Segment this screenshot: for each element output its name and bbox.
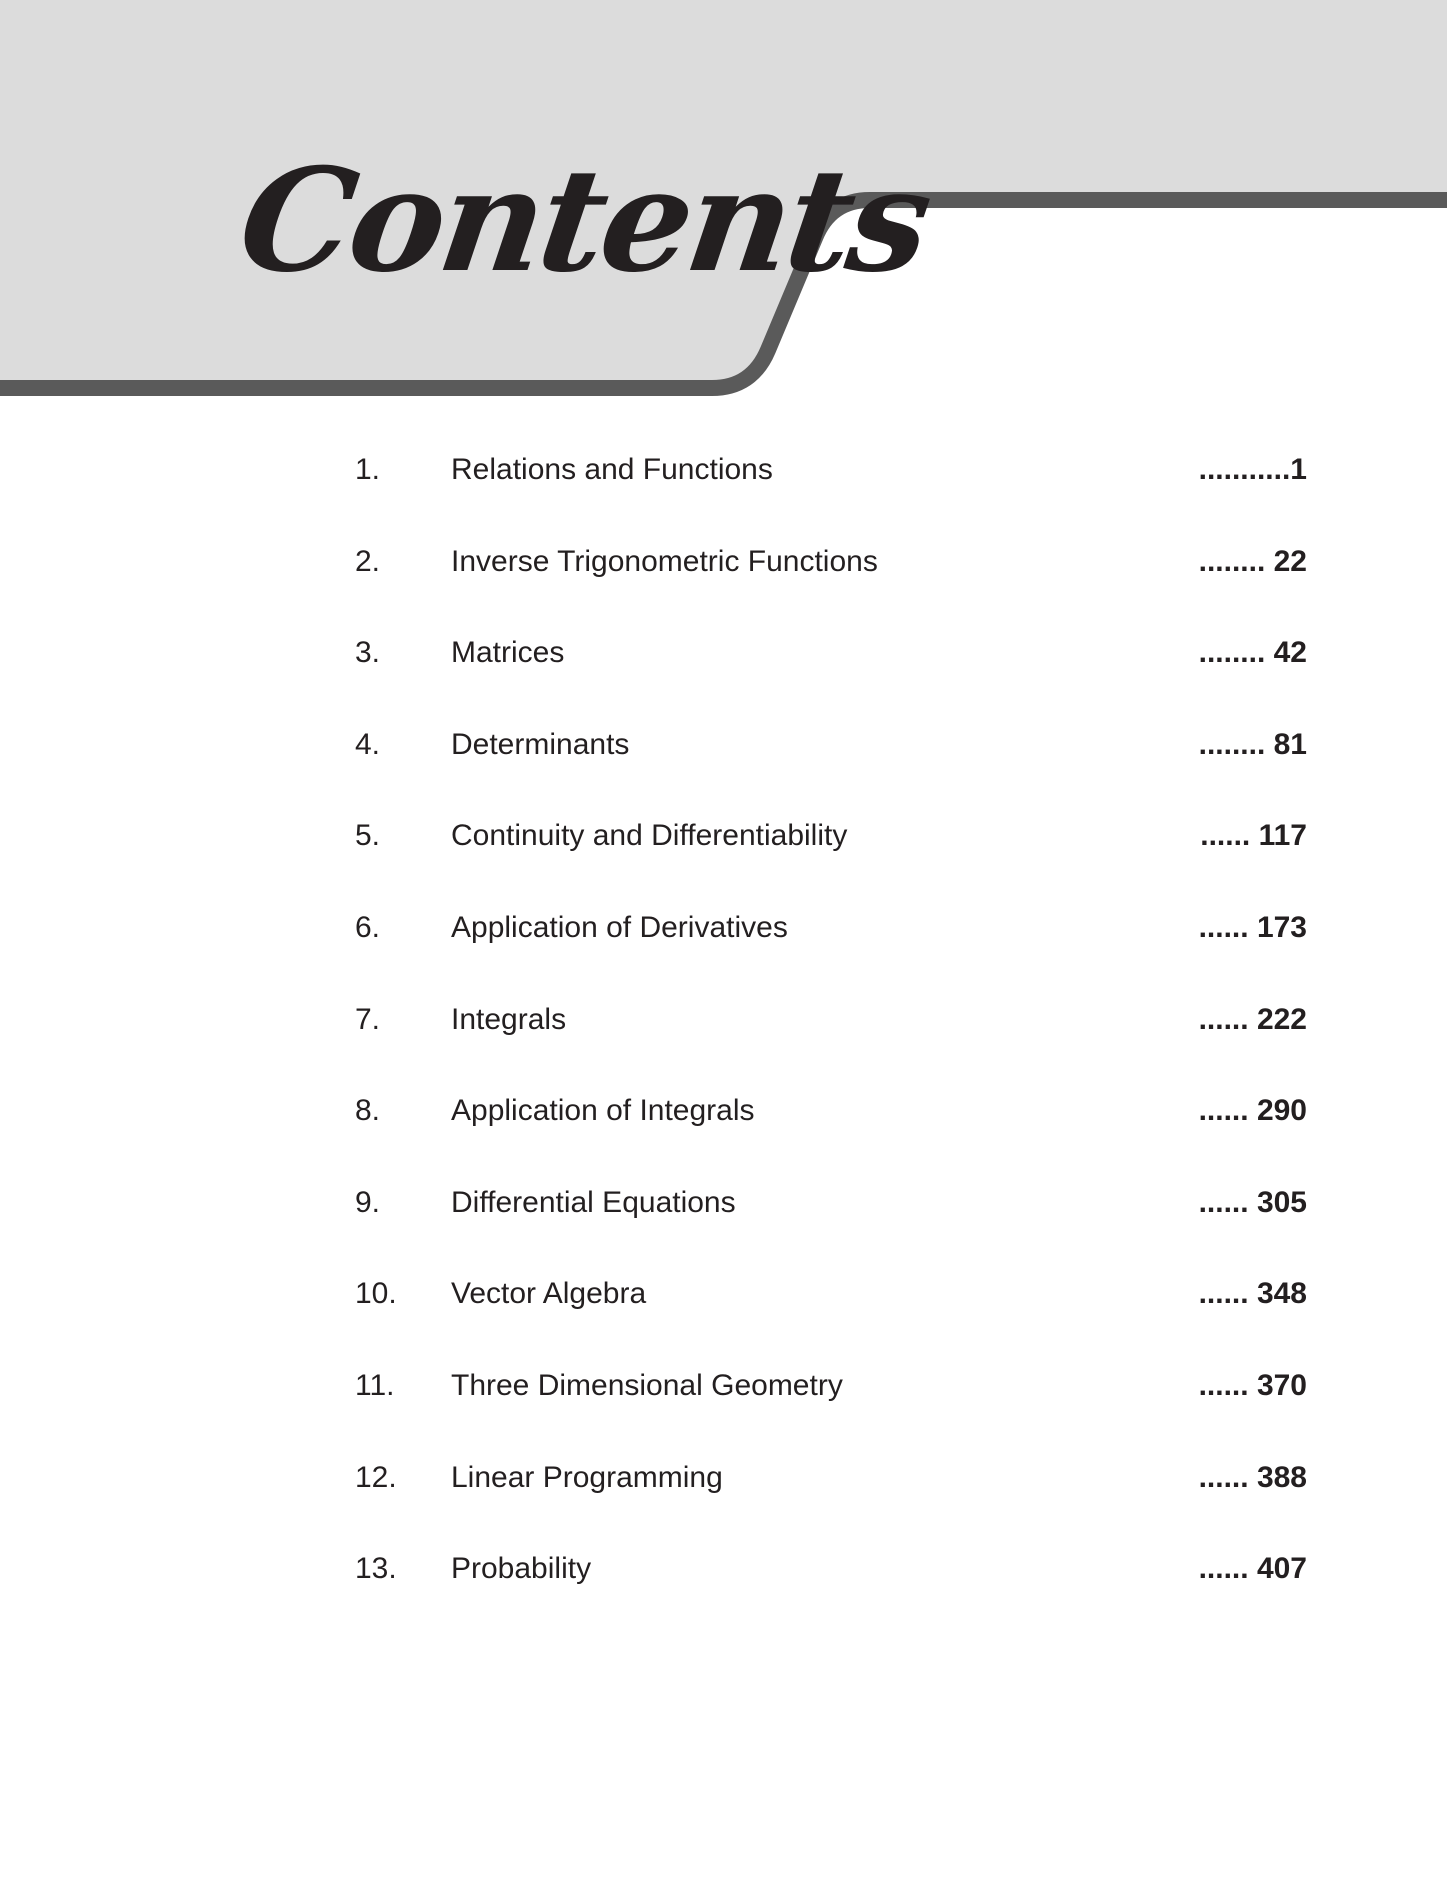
chapter-number: 10.	[355, 1277, 397, 1311]
chapter-page: ...... 348	[1198, 1277, 1307, 1311]
chapter-number: 9.	[355, 1185, 381, 1219]
chapter-number: 6.	[355, 910, 381, 944]
toc-entry[interactable]	[355, 898, 1307, 990]
chapter-title: Application of Integrals	[451, 1094, 755, 1128]
toc-entry[interactable]	[355, 1539, 1307, 1631]
chapter-title: Determinants	[451, 727, 630, 761]
chapter-title: Application of Derivatives	[451, 910, 788, 944]
table-of-contents	[355, 440, 1307, 1631]
toc-entry[interactable]	[355, 990, 1307, 1082]
chapter-title: Vector Algebra	[451, 1277, 647, 1311]
toc-entry[interactable]	[355, 1081, 1307, 1173]
chapter-title: Three Dimensional Geometry	[451, 1368, 843, 1402]
chapter-page: ...... 370	[1198, 1368, 1307, 1402]
chapter-title: Differential Equations	[451, 1185, 736, 1219]
chapter-title: Linear Programming	[451, 1460, 723, 1494]
chapter-number: 2.	[355, 544, 381, 578]
chapter-page: ...... 290	[1198, 1094, 1307, 1128]
chapter-number: 1.	[355, 453, 381, 486]
page-title: Contents	[230, 138, 938, 304]
chapter-page: ........ 42	[1198, 636, 1307, 670]
chapter-page: ...........1	[1198, 453, 1307, 486]
chapter-title: Matrices	[451, 636, 565, 670]
chapter-page: ...... 305	[1198, 1185, 1307, 1219]
chapter-number: 13.	[355, 1552, 397, 1586]
chapter-number: 12.	[355, 1460, 397, 1494]
chapter-number: 4.	[355, 727, 381, 761]
chapter-number: 5.	[355, 819, 381, 853]
toc-entry[interactable]	[355, 1173, 1307, 1265]
chapter-page: ...... 407	[1198, 1552, 1307, 1586]
chapter-page: ...... 173	[1198, 910, 1307, 944]
chapter-title: Inverse Trigonometric Functions	[451, 544, 878, 578]
chapter-page: ........ 22	[1198, 544, 1307, 578]
toc-entry[interactable]	[355, 1448, 1307, 1540]
chapter-page: ...... 117	[1200, 819, 1307, 853]
toc-entry[interactable]	[355, 1356, 1307, 1448]
toc-entry[interactable]	[355, 806, 1307, 898]
toc-entry[interactable]	[355, 1264, 1307, 1356]
chapter-page: ........ 81	[1198, 727, 1307, 761]
toc-entry[interactable]	[355, 532, 1307, 624]
chapter-number: 3.	[355, 636, 381, 670]
chapter-number: 8.	[355, 1094, 381, 1128]
chapter-title: Probability	[451, 1552, 592, 1586]
chapter-page: ...... 388	[1198, 1460, 1307, 1494]
toc-entry[interactable]	[355, 440, 1307, 532]
chapter-title: Continuity and Differentiability	[451, 819, 848, 853]
chapter-page: ...... 222	[1198, 1002, 1307, 1036]
toc-entry[interactable]	[355, 623, 1307, 715]
chapter-title: Integrals	[451, 1002, 567, 1036]
chapter-number: 7.	[355, 1002, 381, 1036]
chapter-title: Relations and Functions	[451, 453, 773, 486]
toc-entry[interactable]	[355, 715, 1307, 807]
chapter-number: 11.	[355, 1368, 395, 1402]
